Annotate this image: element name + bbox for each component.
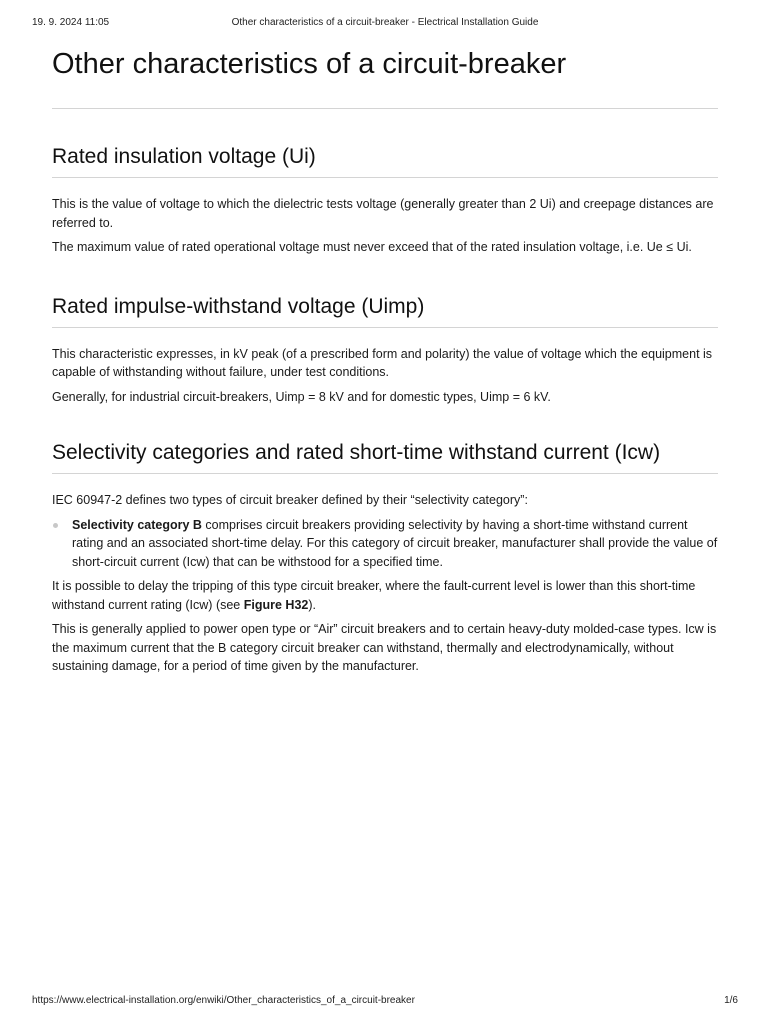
article-content [52,47,718,682]
bullet-list [52,516,718,572]
paragraph: This is generally applied to power open type or “Air” circuit breakers and to certain heavy-duty molded-case types. Icw is the maximum current that the B category circuit breaker can withstand, thermally and electrodynamically, without sustaining damage, for a period of time given by the manufacturer. [52,622,717,673]
page-url: https://www.electrical-installation.org/enwiki/Other_characteristics_of_a_circuit-breaker [32,995,415,1006]
paragraph-text: It is possible to delay the tripping of this type circuit breaker, where the fault-current level is lower than this short-time withstand current rating (Icw) (see [52,579,696,612]
page-title: Other characteristics of a circuit-breaker [52,47,718,109]
list-item [52,516,718,572]
paragraph: The maximum value of rated operational voltage must never exceed that of the rated insulation voltage, i.e. Ue ≤ Ui. [52,240,692,254]
paragraph-text: ). [308,597,316,612]
section-rated-insulation-voltage [52,144,718,257]
paragraph: Generally, for industrial circuit-breakers, Uimp = 8 kV and for domestic types, Uimp = 6 kV. [52,389,551,404]
section-heading: Rated impulse-withstand voltage (Uimp) [52,294,718,328]
section-selectivity-categories [52,440,718,676]
paragraph: This is the value of voltage to which the dielectric tests voltage (generally greater than 2 Ui) and creepage distances are referred to. [52,197,714,230]
print-datetime: 19. 9. 2024 11:05 [32,17,110,28]
paragraph [52,577,718,614]
section-rated-impulse-withstand-voltage [52,294,718,407]
print-document-title: Other characteristics of a circuit-breaker - Electrical Installation Guide [231,17,539,28]
paragraph: IEC 60947-2 defines two types of circuit breaker defined by their “selectivity category”: [52,493,528,507]
selectivity-category-b-label: Selectivity category B [72,517,202,532]
bullet-dot-icon [53,523,58,528]
figure-h32-link[interactable]: Figure H32 [243,597,309,612]
paragraph: This characteristic expresses, in kV peak (of a prescribed form and polarity) the value of voltage which the equipment is capable of withstanding without failure, under test conditions. [52,346,713,379]
section-heading: Selectivity categories and rated short-time withstand current (Icw) [52,440,718,474]
page-number: 1/6 [724,995,738,1006]
section-heading: Rated insulation voltage (Ui) [52,144,718,178]
list-item-text: comprises circuit breakers providing selectivity by having a short-time withstand current rating and an associated short-time delay. For this category of circuit breaker, manufacturer shall provide the value of short-circuit current (Icw) that can be withstood for a specified time. [72,517,718,569]
